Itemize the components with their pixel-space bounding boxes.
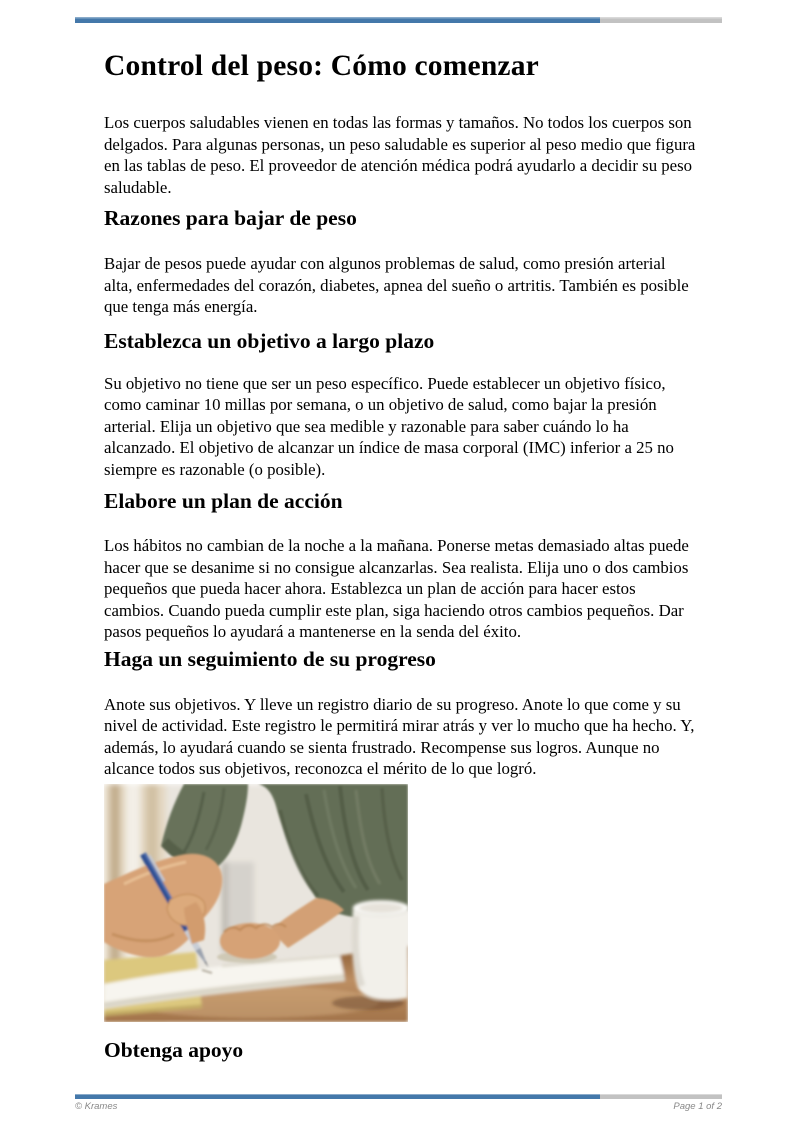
page-title: Control del peso: Cómo comenzar bbox=[104, 50, 539, 82]
footer-rule-gray-segment bbox=[600, 1094, 722, 1099]
page-footer bbox=[75, 1101, 722, 1112]
footer-rule-blue-segment bbox=[75, 1094, 600, 1099]
heading-plan-de-accion: Elabore un plan de acción bbox=[104, 489, 343, 513]
paragraph-razones: Bajar de pesos puede ayudar con algunos problemas de salud, como presión arterial alta, enfermedades del corazón, diabetes, apnea del sueño o artritis. También es posible que tenga más energía. bbox=[104, 254, 689, 316]
paragraph-seguimiento-progreso: Anote sus objetivos. Y lleve un registro diario de su progreso. Anote lo que come y su nivel de actividad. Este registro le permitirá mirar atrás y ver lo mucho que ha hecho. Y, además, lo ayudará cuando se sienta frustrado. Recompense sus logros. Aunque no alcance todos sus objetivos, reconozca el mérito de lo que logró. bbox=[104, 694, 695, 778]
copyright-text: © Krames bbox=[75, 1101, 118, 1112]
heading-razones: Razones para bajar de peso bbox=[104, 206, 357, 230]
heading-seguimiento-progreso: Haga un seguimiento de su progreso bbox=[104, 646, 436, 671]
heading-objetivo-largo-plazo: Establezca un objetivo a largo plazo bbox=[104, 328, 435, 353]
page-number-label: Page 1 of 2 bbox=[673, 1101, 722, 1112]
paragraph-objetivo-largo-plazo: Su objetivo no tiene que ser un peso específico. Puede establecer un objetivo físico, como caminar 10 millas por semana, o un objetivo de salud, como bajar la presión arterial. Elija un objetivo que sea medible y razonable para saber cuándo lo ha alcanzado. El objetivo de alcanzar un índice de masa corporal (IMC) inferior a 25 no siempre es razonable (o posible). bbox=[104, 373, 674, 479]
intro-paragraph: Los cuerpos saludables vienen en todas las formas y tamaños. No todos los cuerpos son delgados. Para algunas personas, un peso saludable es superior al peso medio que figura en las tablas de peso. El proveedor de atención médica podrá ayudarlo a decidir su peso saludable. bbox=[104, 113, 696, 197]
paragraph-plan-de-accion: Los hábitos no cambian de la noche a la mañana. Ponerse metas demasiado altas puede hacer que se desanime si no consigue alcanzarlas. Sea realista. Elija uno o dos cambios pequeños que pueda hacer ahora. Establezca un plan de acción para hacer estos cambios. Cuando pueda cumplir este plan, siga haciendo otros cambios pequeños. Dar pasos pequeños lo ayudará a mantenerse en la senda del éxito. bbox=[104, 536, 689, 641]
heading-obtenga-apoyo: Obtenga apoyo bbox=[104, 1037, 244, 1062]
footer-rule bbox=[75, 1094, 722, 1099]
man-writing-in-notebook-photo bbox=[104, 784, 408, 1022]
